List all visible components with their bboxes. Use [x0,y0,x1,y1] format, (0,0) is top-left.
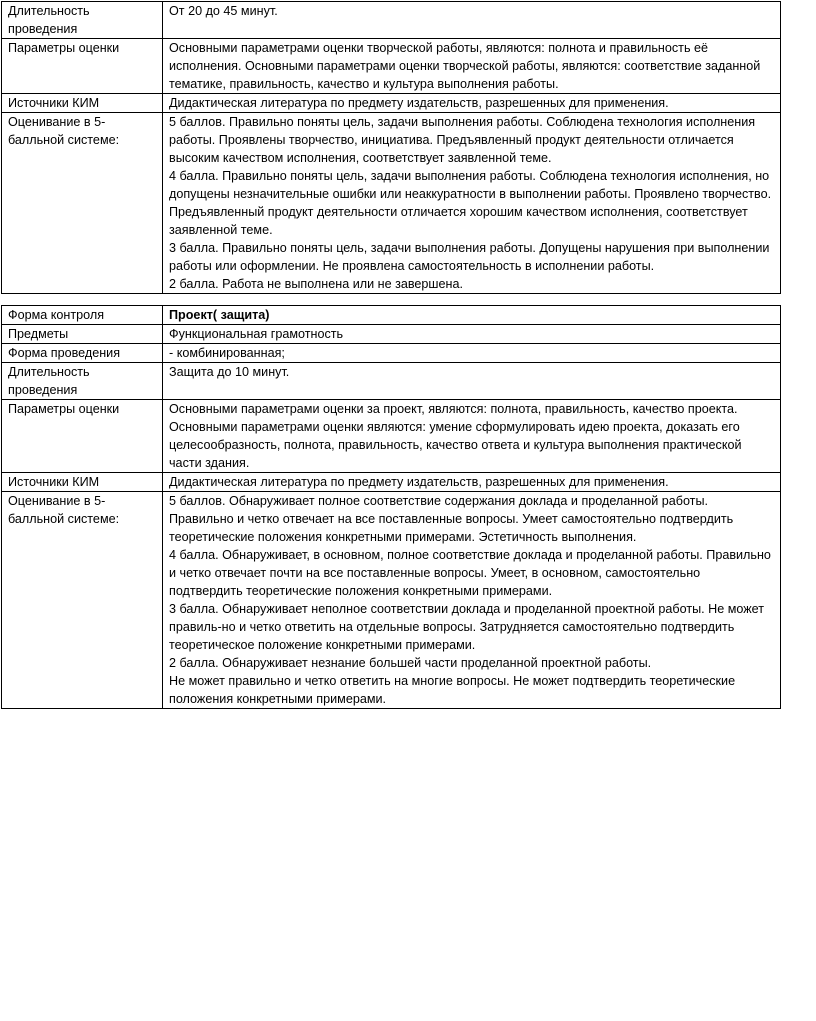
conduct-form-label: Форма проведения [2,344,163,363]
kim-sources-label: Источники КИМ [2,473,163,492]
grade-5-text: 5 баллов. Обнаруживает полное соответствие содержания доклада и проделанной работы. Правильно и четко отвечает на все поставленные вопросы. Умеет самостоятельно подтвердить теоретические положения конкретными примерами. Эстетичность выполнения. [169,494,734,544]
project-defense-table [1,305,781,709]
conduct-form-row [2,344,781,363]
grade-4-text: 4 балла. Обнаруживает, в основном, полное соответствие доклада и проделанной работы. Правильно и четко отвечает почти на все поставленные вопросы. Умеет, в основном, самостоятельно подтвердить теоретические положения конкретными примерами. [169,548,771,598]
grading-value [163,113,781,294]
duration-text: Защита до 10 минут. [169,365,290,379]
subjects-label: Предметы [2,325,163,344]
control-form-label: Форма контроля [2,306,163,325]
kim-sources-row [2,94,781,113]
duration-label: Длительность проведения [2,2,163,39]
creative-work-table [1,1,781,294]
grade-3-text: 3 балла. Правильно поняты цель, задачи выполнения работы. Допущены нарушения при выполнении работы или оформлении. Не проявлена самостоятельность в исполнении работы. [169,241,770,273]
assessment-params-label: Параметры оценки [2,39,163,94]
grading-label: Оценивание в 5-балльной системе: [2,492,163,709]
grading-value [163,492,781,709]
control-form-value [163,306,781,325]
duration-row [2,2,781,39]
grade-2-text: 2 балла. Работа не выполнена или не завершена. [169,277,463,291]
assessment-params-value [163,39,781,94]
duration-label: Длительность проведения [2,363,163,400]
assessment-params-row [2,39,781,94]
duration-row [2,363,781,400]
subjects-value [163,325,781,344]
control-form-row [2,306,781,325]
subjects-text: Функциональная грамотность [169,327,344,341]
assessment-params-text: Основными параметрами оценки творческой работы, являются: полнота и правильность её исполнения. Основными параметрами оценки творческой работы, являются: соответствие заданной тематике, правильность, качество и культура выполнения работы. [169,41,761,91]
assessment-params-row [2,400,781,473]
kim-sources-label: Источники КИМ [2,94,163,113]
assessment-params-value [163,400,781,473]
kim-sources-text: Дидактическая литература по предмету издательств, разрешенных для применения. [169,475,669,489]
grading-row [2,113,781,294]
grading-label: Оценивание в 5-балльной системе: [2,113,163,294]
assessment-params-label: Параметры оценки [2,400,163,473]
grading-row [2,492,781,709]
duration-value [163,363,781,400]
duration-value [163,2,781,39]
kim-sources-text: Дидактическая литература по предмету издательств, разрешенных для применения. [169,96,669,110]
grade-2-note-text: Не может правильно и четко ответить на многие вопросы. Не может подтвердить теоретические положения конкретными примерами. [169,674,736,706]
conduct-form-value [163,344,781,363]
kim-sources-value [163,94,781,113]
duration-text: От 20 до 45 минут. [169,4,278,18]
grade-2-text: 2 балла. Обнаруживает незнание большей части проделанной проектной работы. [169,656,652,670]
kim-sources-value [163,473,781,492]
conduct-form-text: - комбинированная; [169,346,285,360]
grade-3-text: 3 балла. Обнаруживает неполное соответствии доклада и проделанной проектной работы. Не может правиль-но и четко ответить на отдельные вопросы. Затрудняется самостоятельно подтвердить теоретическое положение конкретными примерами. [169,602,765,652]
kim-sources-row [2,473,781,492]
control-form-text: Проект( защита) [169,308,270,322]
assessment-params-text: Основными параметрами оценки за проект, являются: полнота, правильность, качество проекта. Основными параметрами оценки являются: умение сформулировать идею проекта, доказать его целесообразность, полнота, правильность, качество ответа и культура выполнения практической части здания. [169,402,742,470]
grade-5-text: 5 баллов. Правильно поняты цель, задачи выполнения работы. Соблюдена технология исполнения работы. Проявлены творчество, инициатива. Предъявленный продукт деятельности отличается высоким качеством исполнения, соответствует заявленной теме. [169,115,756,165]
grade-4-text: 4 балла. Правильно поняты цель, задачи выполнения работы. Соблюдена технология исполнения, но допущены незначительные ошибки или неаккуратности в выполнении работы. Проявлено творчество. Предъявленный продукт деятельности отличается хорошим качеством исполнения, соответствует заявленной теме. [169,169,772,237]
subjects-row [2,325,781,344]
